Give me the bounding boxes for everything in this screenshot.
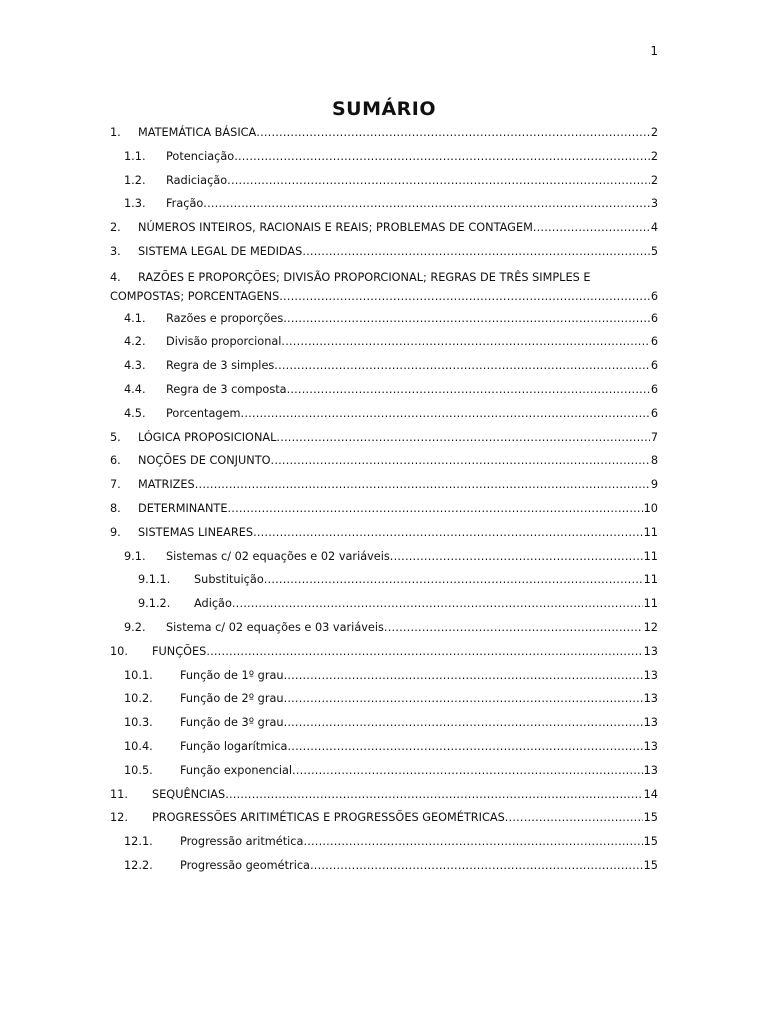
- toc-entry-9-1-2[interactable]: [110, 592, 658, 616]
- toc-entry-1-3[interactable]: [110, 192, 658, 216]
- toc-entry-number: 1.: [110, 126, 121, 139]
- toc-entry-number: 4.2.: [124, 335, 146, 349]
- toc-entry-page: 11: [643, 573, 658, 587]
- toc-entry-page: 3: [650, 197, 658, 211]
- toc-entry-number: 10.2.: [124, 692, 153, 706]
- toc-entry-page: 7: [650, 430, 658, 444]
- toc-entry-label: Função de 2º grau: [180, 692, 284, 706]
- toc-entry-page: 13: [643, 763, 658, 777]
- toc-entry-label: Função logarítmica: [180, 739, 288, 753]
- toc-entry-number: 8.: [110, 501, 121, 515]
- toc-entry-number: 5.: [110, 430, 121, 444]
- toc-entry-4-5[interactable]: [110, 402, 658, 426]
- toc-entry-number: 7.: [110, 478, 121, 492]
- toc-leader-dots: [279, 287, 650, 306]
- toc-leader-dots: [284, 711, 643, 735]
- toc-entry-label: Regra de 3 simples: [166, 359, 275, 373]
- toc-leader-dots: [276, 426, 649, 450]
- page-title: SUMÁRIO: [331, 98, 437, 120]
- toc-entry-page: 10: [643, 501, 658, 515]
- toc-entry-label: Fração: [166, 197, 204, 211]
- toc-entry-page: 13: [643, 716, 658, 730]
- page-number: 1: [650, 44, 658, 58]
- toc-entry-number: 10.3.: [124, 716, 153, 730]
- toc-entry-page: 2: [650, 173, 658, 187]
- toc-entry-10-5[interactable]: [110, 759, 658, 783]
- toc-entry-number: 10.5.: [124, 763, 153, 777]
- toc-entry-label: Substituição: [194, 573, 264, 587]
- toc-entry-page: 13: [643, 692, 658, 706]
- toc-entry-1-2[interactable]: [110, 169, 658, 193]
- toc-entry-label: Radiciação: [166, 173, 228, 187]
- toc-entry-page: 2: [650, 126, 658, 139]
- toc-entry-number: 10.4.: [124, 739, 153, 753]
- toc-leader-dots: [287, 735, 642, 759]
- toc-leader-dots: [264, 568, 643, 592]
- toc-entry-label: Porcentagem: [166, 406, 241, 420]
- toc-leader-dots: [281, 330, 649, 354]
- toc-entry-label: Sistema c/ 02 equações e 03 variáveis: [166, 620, 384, 634]
- toc-entry-12-2[interactable]: [110, 854, 658, 878]
- toc-entry-page: 13: [643, 644, 658, 658]
- toc-entry-number: 11.: [110, 787, 128, 801]
- toc-entry-label: MATEMÁTICA BÁSICA: [138, 126, 257, 139]
- toc-entry-page: 6: [650, 311, 658, 325]
- toc-entry-label: Progressão aritmética: [180, 835, 304, 849]
- toc-entry-number: 10.1.: [124, 668, 153, 682]
- toc-entry-label: FUNÇÕES: [152, 644, 207, 658]
- toc-entry-page: 13: [643, 668, 658, 682]
- toc-entry-4-3[interactable]: [110, 354, 658, 378]
- toc-entry-number: 9.2.: [124, 620, 146, 634]
- toc-leader-dots: [302, 240, 649, 264]
- toc-entry-9-2[interactable]: [110, 616, 658, 640]
- toc-leader-dots: [206, 640, 642, 664]
- toc-leader-dots: [283, 307, 650, 331]
- toc-entry-page: 4: [650, 221, 658, 235]
- toc-leader-dots: [303, 830, 642, 854]
- toc-entry-label: DETERMINANTE: [138, 501, 228, 515]
- toc-entry-label: SISTEMAS LINEARES: [138, 525, 254, 539]
- toc-entry-page: 6: [650, 406, 658, 420]
- toc-entry-page: 9: [650, 478, 658, 492]
- toc-entry-label: Regra de 3 composta: [166, 382, 287, 396]
- toc-leader-dots: [274, 354, 650, 378]
- toc-entry-page: 11: [643, 525, 658, 539]
- toc-entry-label: SEQUÊNCIAS: [152, 787, 226, 801]
- toc-entry-label: NÚMEROS INTEIROS, RACIONAIS E REAIS; PROBLEMAS DE CONTAGEM: [138, 221, 533, 235]
- toc-entry-4-1[interactable]: [110, 307, 658, 331]
- toc-entry-page: 15: [643, 835, 658, 849]
- toc-entry-label: Divisão proporcional: [166, 335, 282, 349]
- toc-entry-number: 4.: [110, 270, 121, 284]
- toc-entry-5[interactable]: [110, 426, 658, 450]
- toc-entry-2[interactable]: [110, 216, 658, 240]
- toc-leader-dots: [227, 497, 642, 521]
- toc-leader-dots: [195, 473, 650, 497]
- toc-entry-number: 12.2.: [124, 858, 153, 872]
- toc-entry-page: 15: [643, 858, 658, 872]
- toc-entry-label: PROGRESSÕES ARITIMÉTICAS E PROGRESSÕES GEOMÉTRICAS: [152, 811, 505, 825]
- toc-entry-number: 4.4.: [124, 382, 146, 396]
- toc-entry-label-line2: COMPOSTAS; PORCENTAGENS: [110, 289, 280, 303]
- toc-entry-label: Função de 3º grau: [180, 716, 284, 730]
- toc-entry-page: 2: [650, 149, 658, 163]
- toc-leader-dots: [284, 687, 643, 711]
- toc-leader-dots: [284, 664, 643, 688]
- toc-entry-label-line1: RAZÕES E PROPORÇÕES; DIVISÃO PROPORCIONAL; REGRAS DE TRÊS SIMPLES E: [138, 270, 591, 284]
- toc-entry-label: SISTEMA LEGAL DE MEDIDAS: [138, 244, 303, 258]
- toc-entry-page: 15: [643, 811, 658, 825]
- toc-entry-label: Progressão geométrica: [180, 858, 310, 872]
- toc-leader-dots: [271, 449, 650, 473]
- toc-entry-12-1[interactable]: [110, 830, 658, 854]
- toc-entry-10-3[interactable]: [110, 711, 658, 735]
- toc-entry-label: Adição: [194, 597, 232, 611]
- toc-entry-label: Função exponencial: [180, 763, 293, 777]
- toc-entry-label: MATRIZES: [138, 478, 195, 492]
- toc-entry-1[interactable]: [110, 121, 658, 145]
- toc-entry-3[interactable]: [110, 240, 658, 264]
- toc-entry-11[interactable]: [110, 783, 658, 807]
- toc-entry-page: 11: [643, 549, 658, 563]
- toc-entry-9-1-1[interactable]: [110, 568, 658, 592]
- toc-entry-page: 6: [650, 382, 658, 396]
- toc-entry-page: 6: [650, 359, 658, 373]
- toc-entry-page: 6: [650, 289, 658, 303]
- toc-leader-dots: [533, 216, 650, 240]
- toc-entry-9-1[interactable]: [110, 545, 658, 569]
- toc-entry-label: NOÇÕES DE CONJUNTO: [138, 454, 271, 468]
- toc-entry-number: 4.5.: [124, 406, 146, 420]
- toc-entry-number: 1.2.: [124, 173, 146, 187]
- toc-entry-label: Função de 1º grau: [180, 668, 284, 682]
- toc-leader-dots: [310, 854, 643, 878]
- toc-entry-12[interactable]: [110, 806, 658, 830]
- toc-entry-label: Potenciação: [166, 149, 235, 163]
- toc-entry-1-1[interactable]: [110, 145, 658, 169]
- toc-entry-page: 5: [650, 244, 658, 258]
- toc-entry-number: 4.1.: [124, 311, 146, 325]
- toc-entry-4[interactable]: [110, 264, 658, 307]
- toc-leader-dots: [390, 545, 643, 569]
- toc-entry-6[interactable]: [110, 449, 658, 473]
- toc-entry-10[interactable]: [110, 640, 658, 664]
- toc-entry-7[interactable]: [110, 473, 658, 497]
- toc-entry-number: 2.: [110, 221, 121, 235]
- toc-entry-number: 12.1.: [124, 835, 153, 849]
- toc-leader-dots: [256, 121, 650, 145]
- toc-leader-dots: [384, 616, 643, 640]
- table-of-contents: [110, 121, 658, 878]
- toc-entry-label: LÓGICA PROPOSICIONAL: [138, 430, 277, 444]
- toc-entry-number: 1.1.: [124, 149, 146, 163]
- toc-leader-dots: [203, 192, 650, 216]
- toc-entry-number: 9.: [110, 525, 121, 539]
- toc-entry-number: 12.: [110, 811, 128, 825]
- toc-entry-number: 9.1.2.: [138, 597, 171, 611]
- toc-entry-4-4[interactable]: [110, 378, 658, 402]
- toc-entry-4-2[interactable]: [110, 330, 658, 354]
- toc-entry-page: 14: [643, 787, 658, 801]
- toc-leader-dots: [253, 521, 643, 545]
- toc-entry-number: 6.: [110, 454, 121, 468]
- toc-entry-number: 9.1.1.: [138, 573, 171, 587]
- toc-entry-10-1[interactable]: [110, 664, 658, 688]
- toc-entry-page: 11: [643, 597, 658, 611]
- toc-leader-dots: [505, 806, 643, 830]
- toc-leader-dots: [227, 169, 650, 193]
- toc-leader-dots: [292, 759, 643, 783]
- toc-entry-8[interactable]: [110, 497, 658, 521]
- toc-entry-9[interactable]: [110, 521, 658, 545]
- toc-entry-page: 6: [650, 335, 658, 349]
- toc-entry-number: 4.3.: [124, 359, 146, 373]
- toc-leader-dots: [241, 402, 650, 426]
- toc-leader-dots: [234, 145, 650, 169]
- toc-entry-10-4[interactable]: [110, 735, 658, 759]
- toc-entry-page: 12: [643, 620, 658, 634]
- toc-leader-dots: [287, 378, 650, 402]
- toc-entry-page: 13: [643, 739, 658, 753]
- toc-entry-number: 9.1.: [124, 549, 146, 563]
- toc-entry-page: 8: [650, 454, 658, 468]
- toc-entry-label: Sistemas c/ 02 equações e 02 variáveis: [166, 549, 390, 563]
- toc-leader-dots: [225, 783, 642, 807]
- toc-entry-number: 3.: [110, 244, 121, 258]
- toc-entry-10-2[interactable]: [110, 687, 658, 711]
- toc-leader-dots: [232, 592, 643, 616]
- toc-entry-number: 10.: [110, 644, 128, 658]
- toc-entry-label: Razões e proporções: [166, 311, 284, 325]
- toc-entry-number: 1.3.: [124, 197, 146, 211]
